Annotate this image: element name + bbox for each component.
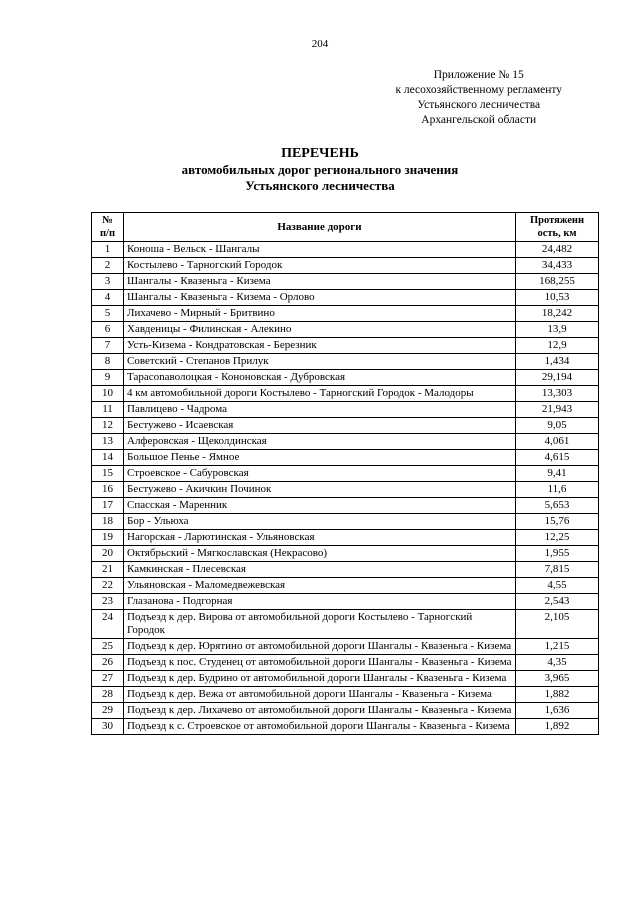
row-number: 11 <box>92 402 124 418</box>
row-number: 30 <box>92 719 124 735</box>
title-main: ПЕРЕЧЕНЬ <box>281 146 359 161</box>
road-length: 1,215 <box>516 639 599 655</box>
title-line: автомобильных дорог регионального значения <box>181 162 459 177</box>
road-length: 12,25 <box>516 530 599 546</box>
row-number: 4 <box>92 290 124 306</box>
road-name: Шангалы - Квазеньга - Кизема <box>124 274 516 290</box>
table-row <box>92 719 599 735</box>
row-number: 20 <box>92 546 124 562</box>
row-number: 21 <box>92 562 124 578</box>
row-number: 12 <box>92 418 124 434</box>
table-row <box>92 450 599 466</box>
table-row <box>92 306 599 322</box>
table-row <box>92 655 599 671</box>
road-length: 11,6 <box>516 482 599 498</box>
table-row <box>92 370 599 386</box>
road-name: Строевское - Сабуровская <box>124 466 516 482</box>
road-name: Бестужево - Исаевская <box>124 418 516 434</box>
road-length: 2,105 <box>516 610 599 639</box>
row-number: 2 <box>92 258 124 274</box>
header-road-name: Название дороги <box>124 213 516 242</box>
road-name: Глазанова - Подгорная <box>124 594 516 610</box>
header-number <box>92 213 124 242</box>
road-length: 4,55 <box>516 578 599 594</box>
road-name: Павлицево - Чадрома <box>124 402 516 418</box>
row-number: 10 <box>92 386 124 402</box>
title-line: Устьянского лесничества <box>245 178 395 193</box>
row-number: 23 <box>92 594 124 610</box>
row-number: 6 <box>92 322 124 338</box>
road-name: 4 км автомобильной дороги Костылево - Тарногский Городок - Малодоры <box>124 386 516 402</box>
road-name: Бестужево - Акичкин Починок <box>124 482 516 498</box>
table-row <box>92 578 599 594</box>
row-number: 27 <box>92 671 124 687</box>
road-name: Октябрьский - Мягкославская (Некрасово) <box>124 546 516 562</box>
road-length: 29,194 <box>516 370 599 386</box>
road-name: Советский - Степанов Прилук <box>124 354 516 370</box>
appendix-line: Приложение № 15 <box>433 69 524 81</box>
row-number: 1 <box>92 242 124 258</box>
row-number: 18 <box>92 514 124 530</box>
row-number: 29 <box>92 703 124 719</box>
table-row <box>92 687 599 703</box>
table-row <box>92 671 599 687</box>
road-length: 1,636 <box>516 703 599 719</box>
road-length: 9,05 <box>516 418 599 434</box>
road-name: Бор - Ульюха <box>124 514 516 530</box>
road-length: 18,242 <box>516 306 599 322</box>
table-row <box>92 514 599 530</box>
road-length: 7,815 <box>516 562 599 578</box>
table-row <box>92 402 599 418</box>
row-number: 24 <box>92 610 124 639</box>
row-number: 9 <box>92 370 124 386</box>
road-name: Шангалы - Квазеньга - Кизема - Орлово <box>124 290 516 306</box>
row-number: 26 <box>92 655 124 671</box>
table-row <box>92 562 599 578</box>
road-name: Спасская - Маренник <box>124 498 516 514</box>
road-length: 4,615 <box>516 450 599 466</box>
road-name: Усть-Кизема - Кондратовская - Березник <box>124 338 516 354</box>
road-name: Подъезд к дер. Будрино от автомобильной дороги Шангалы - Квазеньга - Кизема <box>124 671 516 687</box>
road-name: Подъезд к дер. Вежа от автомобильной дороги Шангалы - Квазеньга - Кизема <box>124 687 516 703</box>
row-number: 16 <box>92 482 124 498</box>
road-length: 1,892 <box>516 719 599 735</box>
table-row <box>92 594 599 610</box>
road-name: Коноша - Вельск - Шангалы <box>124 242 516 258</box>
table-row <box>92 482 599 498</box>
appendix-line: к лесохозяйственному регламенту <box>395 84 562 96</box>
road-length: 9,41 <box>516 466 599 482</box>
road-length: 2,543 <box>516 594 599 610</box>
road-name: Хавденицы - Филинская - Алекино <box>124 322 516 338</box>
road-length: 21,943 <box>516 402 599 418</box>
header-number-line: п/п <box>99 228 116 239</box>
road-length: 13,303 <box>516 386 599 402</box>
table-row <box>92 386 599 402</box>
row-number: 14 <box>92 450 124 466</box>
road-length: 1,955 <box>516 546 599 562</box>
row-number: 5 <box>92 306 124 322</box>
table-row <box>92 610 599 639</box>
table-row <box>92 466 599 482</box>
road-length: 5,653 <box>516 498 599 514</box>
table-row <box>92 338 599 354</box>
row-number: 28 <box>92 687 124 703</box>
row-number: 19 <box>92 530 124 546</box>
table-row <box>92 290 599 306</box>
road-length: 168,255 <box>516 274 599 290</box>
header-length-line: Протяженн <box>529 215 585 226</box>
road-name: Подъезд к пос. Студенец от автомобильной дороги Шангалы - Квазеньга - Кизема <box>124 655 516 671</box>
table-row <box>92 242 599 258</box>
road-length: 4,061 <box>516 434 599 450</box>
table-row <box>92 434 599 450</box>
table-row <box>92 498 599 514</box>
appendix-line: Устьянского лесничества <box>417 99 541 111</box>
road-name: Камкинская - Плесевская <box>124 562 516 578</box>
row-number: 15 <box>92 466 124 482</box>
table-row <box>92 546 599 562</box>
road-name: Нагорская - Ларютинская - Ульяновская <box>124 530 516 546</box>
road-name: Алферовская - Щеколдинская <box>124 434 516 450</box>
table-row <box>92 322 599 338</box>
road-name: Подъезд к дер. Вирова от автомобильной дороги Костылево - Тарногский Городок <box>124 610 516 639</box>
row-number: 13 <box>92 434 124 450</box>
road-length: 4,35 <box>516 655 599 671</box>
road-name: Тарасоnаволоцкая - Кононовская - Дубровская <box>124 370 516 386</box>
road-name: Ульяновская - Маломедвежевская <box>124 578 516 594</box>
header-length-line: ость, км <box>537 228 577 239</box>
row-number: 8 <box>92 354 124 370</box>
appendix-note <box>395 68 562 128</box>
road-name: Подъезд к дер. Лихачево от автомобильной дороги Шангалы - Квазеньга - Кизема <box>124 703 516 719</box>
table-row <box>92 639 599 655</box>
road-length: 1,434 <box>516 354 599 370</box>
road-length: 34,433 <box>516 258 599 274</box>
table-row <box>92 354 599 370</box>
table-row <box>92 418 599 434</box>
road-name: Костылево - Тарногский Городок <box>124 258 516 274</box>
road-length: 15,76 <box>516 514 599 530</box>
table-row <box>92 703 599 719</box>
road-length: 3,965 <box>516 671 599 687</box>
road-length: 12,9 <box>516 338 599 354</box>
header-number-line: № <box>102 215 113 226</box>
table-row <box>92 274 599 290</box>
table-row <box>92 530 599 546</box>
road-length: 24,482 <box>516 242 599 258</box>
appendix-line: Архангельской области <box>421 114 537 126</box>
road-name: Лихачево - Мирный - Бритвино <box>124 306 516 322</box>
row-number: 25 <box>92 639 124 655</box>
row-number: 22 <box>92 578 124 594</box>
table-row <box>92 258 599 274</box>
page-number: 204 <box>311 38 329 50</box>
road-length: 10,53 <box>516 290 599 306</box>
table-header-row <box>92 213 599 242</box>
road-length: 13,9 <box>516 322 599 338</box>
row-number: 7 <box>92 338 124 354</box>
road-name: Большое Пенье - Ямное <box>124 450 516 466</box>
roads-table-body <box>92 242 599 735</box>
road-name: Подъезд к дер. Юрятино от автомобильной дороги Шангалы - Квазеньга - Кизема <box>124 639 516 655</box>
row-number: 17 <box>92 498 124 514</box>
road-name: Подъезд к с. Строевское от автомобильной дороги Шангалы - Квазеньга - Кизема <box>124 719 516 735</box>
row-number: 3 <box>92 274 124 290</box>
roads-table <box>91 212 599 735</box>
document-title <box>0 146 640 194</box>
road-length: 1,882 <box>516 687 599 703</box>
header-length <box>516 213 599 242</box>
